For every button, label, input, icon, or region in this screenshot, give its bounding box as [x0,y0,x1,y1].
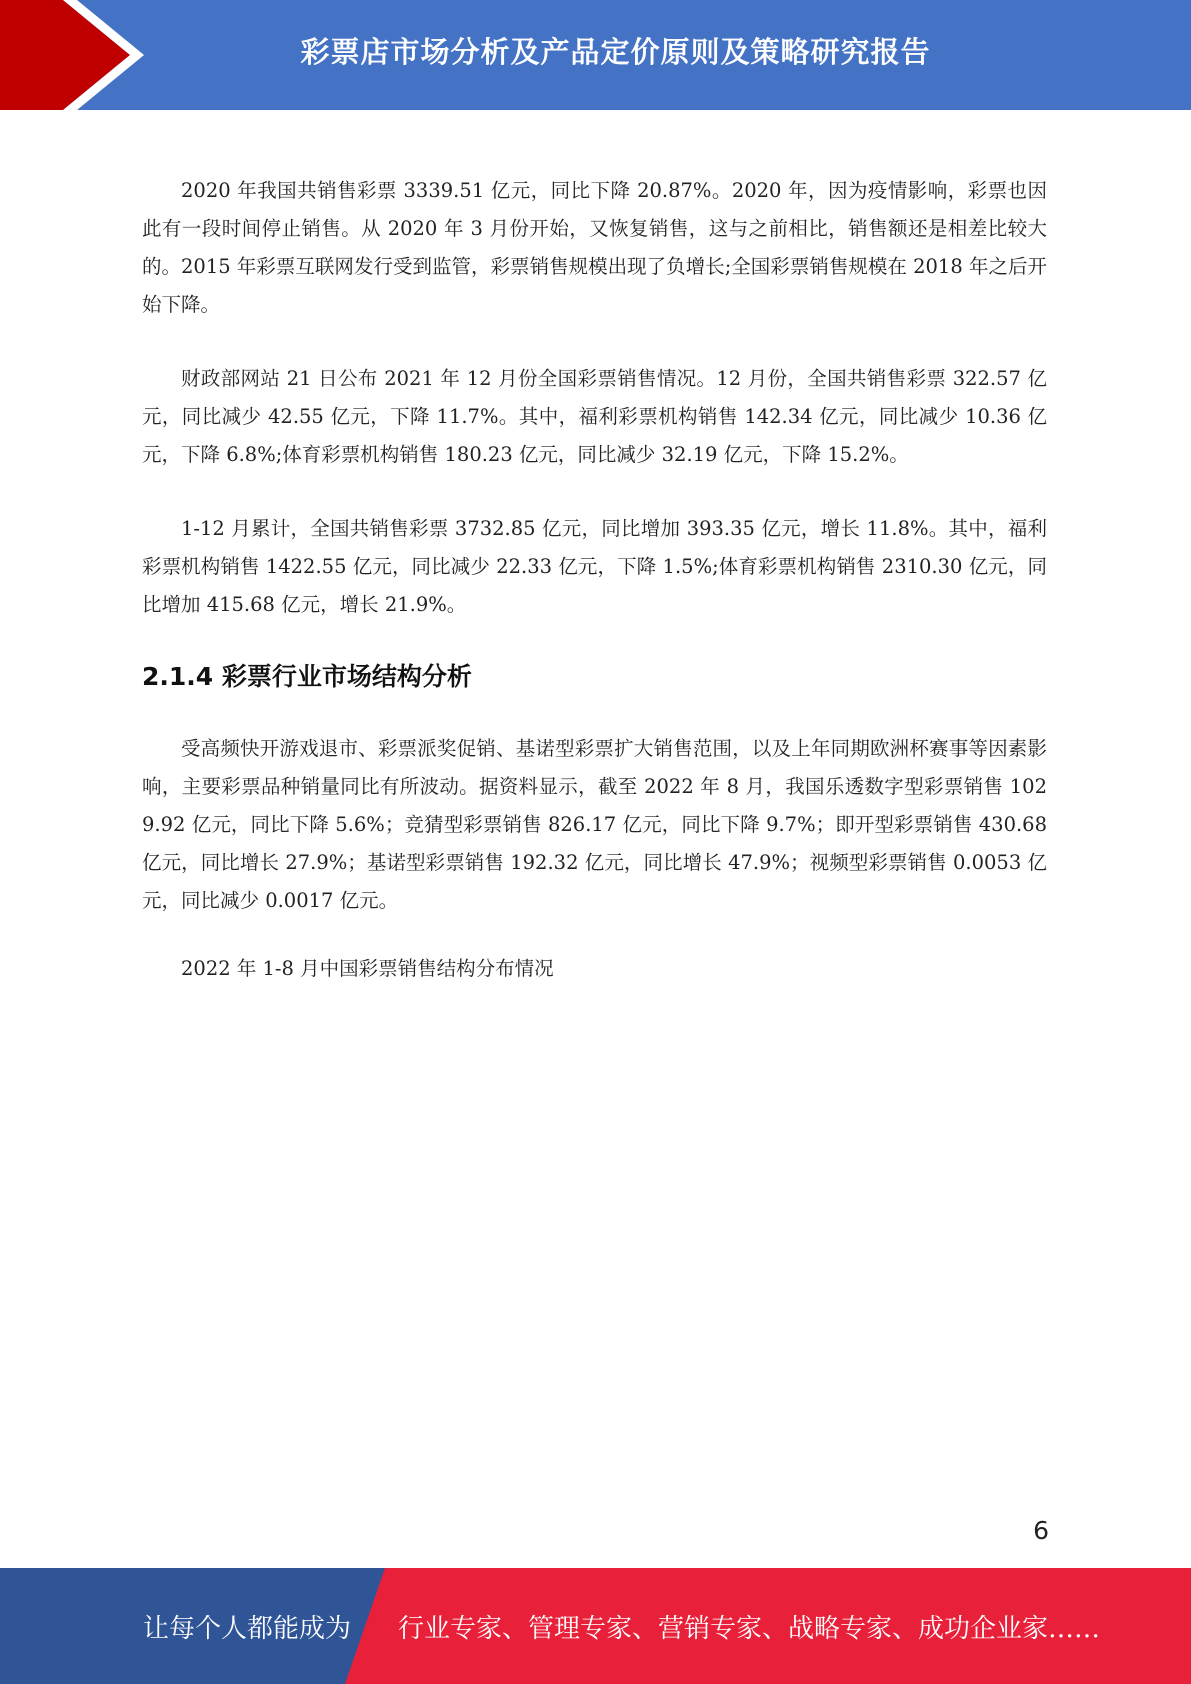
header-title: 彩票店市场分析及产品定价原则及策略研究报告 [300,34,931,69]
main-content [142,172,1047,988]
paragraph-annual-sales: 1-12 月累计，全国共销售彩票 3732.85 亿元，同比增加 393.35 亿元，增长 11.8%。其中，福利彩票机构销售 1422.55 亿元，同比减少 22.33 亿元，下降 1.5%;体育彩票机构销售 2310.30 亿元，同比增加 415.68 亿元，增长 21.9%。 [142,517,1047,616]
footer-tagline: 行业专家、管理专家、营销专家、战略专家、成功企业家…… [398,1613,1101,1644]
page-footer [0,1568,1191,1684]
paragraph-2020-sales: 2020 年我国共销售彩票 3339.51 亿元，同比下降 20.87%。2020 年，因为疫情影响，彩票也因此有一段时间停止销售。从 2020 年 3 月份开始，又恢复销售，这与之前相比，销售额还是相差比较大的。2015 年彩票互联网发行受到监管，彩票销售规模出现了负增长;全国彩票销售规模在 2018 年之后开始下降。 [142,179,1047,316]
page-number: 6 [1033,1516,1049,1545]
footer-slogan: 让每个人都能成为 [143,1613,352,1644]
paragraph-december-sales: 财政部网站 21 日公布 2021 年 12 月份全国彩票销售情况。12 月份，全国共销售彩票 322.57 亿元，同比减少 42.55 亿元，下降 11.7%。其中，福利彩票机构销售 142.34 亿元，同比减少 10.36 亿元，下降 6.8%;体育彩票机构销售 180.23 亿元，同比减少 32.19 亿元，下降 15.2%。 [142,367,1047,466]
paragraph-market-structure: 受高频快开游戏退市、彩票派奖促销、基诺型彩票扩大销售范围，以及上年同期欧洲杯赛事等因素影响，主要彩票品种销量同比有所波动。据资料显示，截至 2022 年 8 月，我国乐透数字型彩票销售 1029.92 亿元，同比下降 5.6%；竞猜型彩票销售 826.17 亿元，同比下降 9.7%；即开型彩票销售 430.68 亿元，同比增长 27.9%；基诺型彩票销售 192.32 亿元，同比增长 47.9%；视频型彩票销售 0.0053 亿元，同比减少 0.0017 亿元。 [142,737,1047,912]
section-heading: 2.1.4 彩票行业市场结构分析 [142,662,472,691]
page-header [0,0,1191,110]
header-chevron-decoration [0,0,150,110]
figure-caption: 2022 年 1-8 月中国彩票销售结构分布情况 [181,957,554,980]
